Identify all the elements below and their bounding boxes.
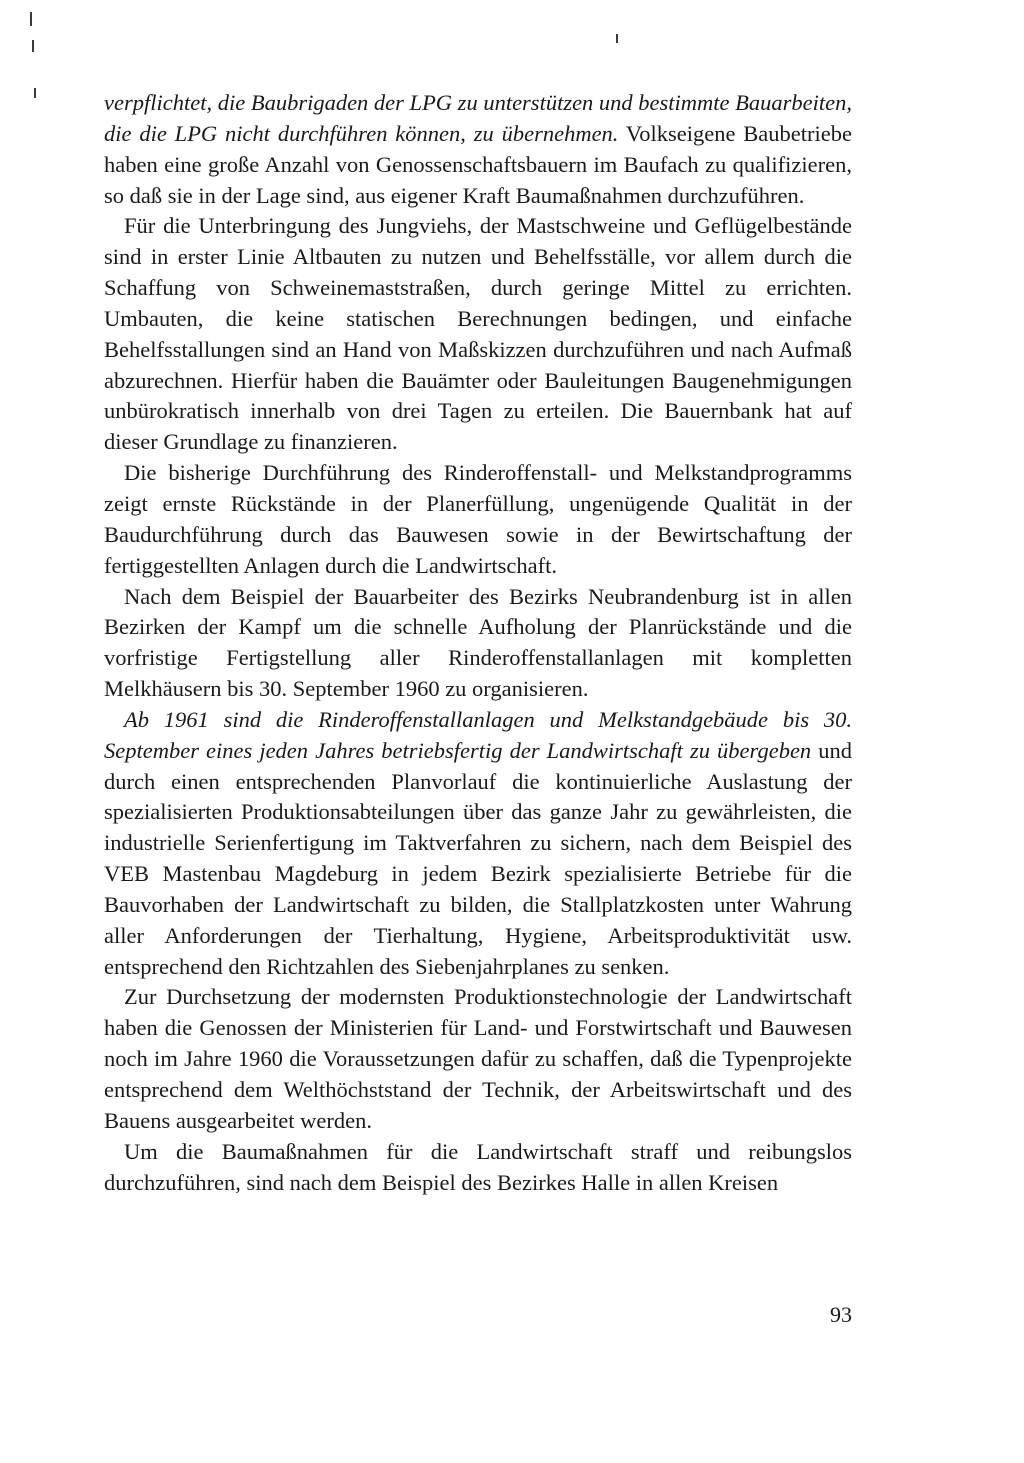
body-text <box>104 88 852 1198</box>
paragraph <box>104 982 852 1136</box>
emphasized-text: verpflichtet, die Baubrigaden der LPG zu unterstützen und bestimmte Bauarbeiten, die die LPG nicht durchführen können, zu übernehmen. <box>104 90 853 146</box>
paragraph-text: Zur Durchsetzung der modernsten Produktionstechnologie der Landwirtschaft haben die Genossen der Ministerien für Land- und Forstwirtschaft und Bauwesen noch im Jahre 1960 die Voraussetzungen dafür zu schaffen, daß die Typenprojekte entsprechend dem Welthöchststand der Technik, der Arbeitswirtschaft und des Bauens ausgearbeitet werden. <box>104 984 852 1133</box>
paragraph <box>104 705 852 983</box>
scan-mark <box>616 34 618 43</box>
paragraph <box>104 211 852 458</box>
paragraph <box>104 458 852 581</box>
paragraph <box>104 88 852 211</box>
scan-mark <box>34 88 36 98</box>
paragraph <box>104 1137 852 1199</box>
paragraph-text: Volkseigene Baubetriebe haben eine große Anzahl von Genossenschaftsbauern im Baufach zu qualifizieren, so daß sie in der Lage sind, aus eigener Kraft Baumaßnahmen durchzuführen. <box>104 120 852 208</box>
paragraph-text: und durch einen entsprechenden Planvorlauf die kontinuierliche Auslastung der spezialisierten Produktionsabteilungen über das ganze Jahr zu gewährleisten, die industrielle Serienfertigung im Taktverfahren zu sichern, nach dem Beispiel des VEB Mastenbau Magdeburg in jedem Bezirk spezialisierte Betriebe für die Bauvorhaben der Landwirtschaft zu bilden, die Stallplatzkosten unter Wahrung aller Anforderungen der Tierhaltung, Hygiene, Arbeitsproduktivität usw. entsprechend den Richtzahlen des Siebenjahrplanes zu senken. <box>104 737 852 979</box>
paragraph-text: Um die Baumaßnahmen für die Landwirtschaft straff und reibungslos durchzuführen, sind nach dem Beispiel des Bezirkes Halle in allen Kreisen <box>104 1138 852 1195</box>
paragraph-text: Für die Unterbringung des Jungviehs, der Mastschweine und Geflügelbestände sind in erster Linie Altbauten zu nutzen und Behelfsställe, vor allem durch die Schaffung von Schweinemaststraßen, durch geringe Mittel zu errichten. Umbauten, die keine statischen Berechnungen bedingen, und einfache Behelfsstallungen sind an Hand von Maßskizzen durchzuführen und nach Aufmaß abzurechnen. Hierfür haben die Bauämter oder Bauleitungen Baugenehmigungen unbürokratisch innerhalb von drei Tagen zu erteilen. Die Bauernbank hat auf dieser Grundlage zu finanzieren. <box>104 213 852 455</box>
paragraph-text: Nach dem Beispiel der Bauarbeiter des Bezirks Neubrandenburg ist in allen Bezirken der Kampf um die schnelle Aufholung der Planrückstände und die vorfristige Fertigstellung aller Rinderoffenstallanlagen mit kompletten Melkhäusern bis 30. September 1960 zu organisieren. <box>104 583 852 702</box>
scan-mark <box>30 12 32 26</box>
emphasized-text: Ab 1961 sind die Rinderoffenstallanlagen und Melkstandgebäude bis 30. September eines jeden Jahres betriebsfertig der Landwirtschaft zu übergeben <box>104 706 852 763</box>
scan-mark <box>32 40 34 52</box>
page-number: 93 <box>830 1302 852 1327</box>
paragraph <box>104 582 852 705</box>
paragraph-text: Die bisherige Durchführung des Rinderoffenstall- und Melkstandprogramms zeigt ernste Rückstände in der Planerfüllung, ungenügende Qualität in der Baudurchführung durch das Bauwesen sowie in der Bewirtschaftung der fertiggestellten Anlagen durch die Landwirtschaft. <box>104 460 852 578</box>
